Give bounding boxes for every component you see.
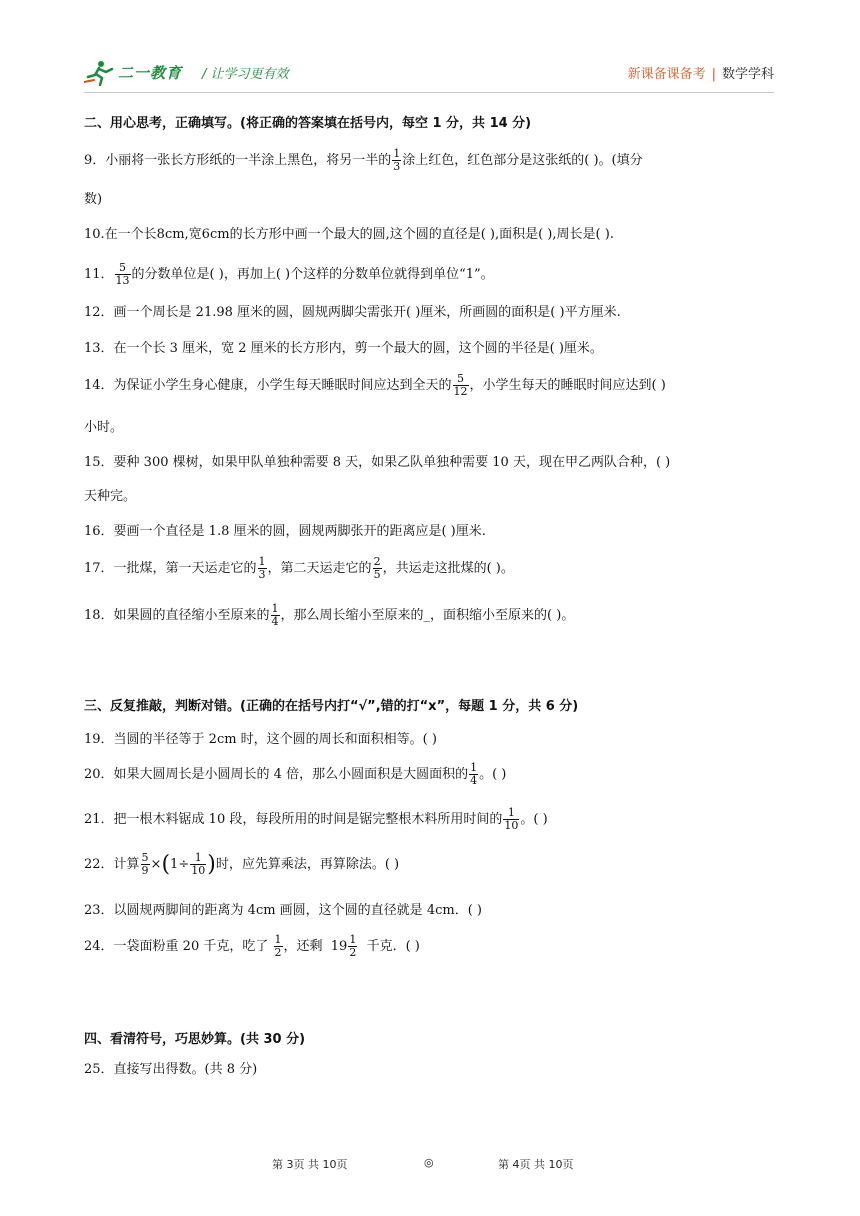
numerator: 1 xyxy=(470,761,478,774)
denominator: 3 xyxy=(258,568,266,581)
q14-text-b: ，小学生每天的睡眠时间应达到( ) xyxy=(469,378,666,393)
slogan: / 让学习更有效 xyxy=(202,67,289,82)
q22-text-a: 22．计算 xyxy=(84,857,140,872)
question-9 xyxy=(84,148,643,173)
q24-text-b: ，还剩 xyxy=(283,939,323,954)
q21-text-a: 21．把一根木料锯成 10 段，每段所用的时间是锯完整根木料所用时间的 xyxy=(84,812,503,827)
question-21 xyxy=(84,807,548,832)
numerator: 5 xyxy=(141,851,149,864)
q11-text: 的分数单位是( )，再加上( )个这样的分数单位就得到单位“1”。 xyxy=(131,267,494,282)
denominator: 3 xyxy=(393,160,401,173)
fraction-1-3 xyxy=(392,148,401,173)
denominator: 10 xyxy=(191,864,206,877)
footer-page-left: 第 3页 共 10页 xyxy=(272,1158,348,1171)
fraction-1-2 xyxy=(348,934,357,959)
denominator: 5 xyxy=(373,568,381,581)
q18-text-a: 18．如果圆的直径缩小至原来的 xyxy=(84,608,270,623)
question-25: 25．直接写出得数。(共 8 分) xyxy=(84,1062,258,1077)
q9-text-a: 9．小丽将一张长方形纸的一半涂上黑色，将另一半的 xyxy=(84,153,392,168)
q24-text-a: 24．一袋面粉重 20 千克，吃了 xyxy=(84,939,269,954)
numerator: 1 xyxy=(258,555,266,568)
question-15-cont: 天种完。 xyxy=(84,489,137,504)
fraction-1-3 xyxy=(258,556,267,581)
denominator: 12 xyxy=(453,385,468,398)
numerator: 2 xyxy=(373,555,381,568)
footer-page-right: 第 4页 共 10页 xyxy=(498,1158,574,1171)
runner-logo-icon xyxy=(84,60,118,86)
q17-text-a: 17．一批煤，第一天运走它的 xyxy=(84,561,257,576)
left-paren: ( xyxy=(161,851,171,877)
denominator: 4 xyxy=(470,774,478,787)
right-paren: ) xyxy=(207,851,216,877)
question-11 xyxy=(84,262,494,287)
q22-one-div: 1÷ xyxy=(170,857,190,872)
denominator: 4 xyxy=(271,615,279,628)
q9-text-b: 涂上红色，红色部分是这张纸的( )。(填分 xyxy=(402,153,643,168)
fraction-2-5 xyxy=(373,556,382,581)
question-12: 12．画一个周长是 21.98 厘米的圆，圆规两脚尖需张开( )厘米，所画圆的面积是( )平方厘米. xyxy=(84,305,621,320)
numerator: 1 xyxy=(349,933,357,946)
header-subject-label: 数学学科 xyxy=(721,67,774,82)
question-22 xyxy=(84,852,399,877)
question-10: 10.在一个长8cm,宽6cm的长方形中画一个最大的圆,这个圆的直径是( ),面积是( ),周长是( ). xyxy=(84,227,614,242)
numerator: 1 xyxy=(271,602,279,615)
question-14 xyxy=(84,373,666,398)
fraction-5-13 xyxy=(115,262,131,287)
section-2-title: 二、用心思考，正确填写。(将正确的答案填在括号内，每空 1 分，共 14 分) xyxy=(84,116,532,131)
q21-text-b: 。( ) xyxy=(520,812,548,827)
question-18 xyxy=(84,603,574,628)
question-23: 23．以圆规两脚间的距离为 4cm 画圆，这个圆的直径就是 4cm．( ) xyxy=(84,903,482,918)
logo-text: 二一教育 xyxy=(118,64,183,82)
footer-symbol: ◎ xyxy=(424,1156,434,1169)
question-9-cont: 数) xyxy=(84,192,103,207)
denominator: 2 xyxy=(349,946,357,959)
question-24 xyxy=(84,934,420,959)
denominator: 9 xyxy=(141,864,149,877)
q14-text-a: 14．为保证小学生身心健康，小学生每天睡眠时间应达到全天的 xyxy=(84,378,452,393)
numerator: 1 xyxy=(190,852,206,865)
q17-text-c: ，共运走这批煤的( )。 xyxy=(382,561,514,576)
q17-text-b: ，第二天运走它的 xyxy=(267,561,372,576)
header-right xyxy=(628,63,774,82)
numerator: 5 xyxy=(115,262,131,275)
fraction-1-10 xyxy=(503,807,519,832)
section-3-title: 三、反复推敲，判断对错。(正确的在括号内打“√”,错的打“x”，每题 1 分，共 6 分) xyxy=(84,699,579,714)
numerator: 1 xyxy=(274,933,282,946)
fraction-1-2 xyxy=(274,934,283,959)
q11-number: 11． xyxy=(84,267,114,282)
denominator: 10 xyxy=(504,819,519,832)
fraction-1-4 xyxy=(271,603,280,628)
header-separator: | xyxy=(711,67,716,82)
header-course-label: 新课备课备考 xyxy=(627,67,706,82)
question-19: 19．当圆的半径等于 2cm 时，这个圆的周长和面积相等。( ) xyxy=(84,732,437,747)
numerator: 1 xyxy=(393,147,401,160)
q20-text-b: 。( ) xyxy=(479,767,507,782)
question-15: 15．要种 300 棵树，如果甲队单独种需要 8 天，如果乙队单独种需要 10 天，现在甲乙两队合种，( ) xyxy=(84,455,671,470)
fraction-1-10 xyxy=(190,852,206,877)
denominator: 13 xyxy=(115,274,130,287)
numerator: 1 xyxy=(503,807,519,820)
fraction-1-4 xyxy=(469,762,478,787)
section-4-title: 四、看清符号，巧思妙算。(共 30 分) xyxy=(84,1032,306,1047)
header-divider xyxy=(84,92,774,93)
brand-header xyxy=(84,58,344,88)
question-14-cont: 小时。 xyxy=(84,420,124,435)
q24-text-c: 千克．( ) xyxy=(366,939,420,954)
times-sign: × xyxy=(150,857,162,872)
question-13: 13．在一个长 3 厘米，宽 2 厘米的长方形内，剪一个最大的圆，这个圆的半径是( )厘米。 xyxy=(84,341,603,356)
question-20 xyxy=(84,762,506,787)
numerator: 5 xyxy=(453,373,469,386)
q20-text-a: 20．如果大圆周长是小圆周长的 4 倍，那么小圆面积是大圆面积的 xyxy=(84,767,469,782)
question-16: 16．要画一个直径是 1.8 厘米的圆，圆规两脚张开的距离应是( )厘米. xyxy=(84,524,486,539)
q18-text-b: ，那么周长缩小至原来的_，面积缩小至原来的( )。 xyxy=(280,608,575,623)
q22-text-b: 时，应先算乘法，再算除法。( ) xyxy=(215,857,400,872)
question-17 xyxy=(84,556,514,581)
mixed-number-whole: 19 xyxy=(330,939,348,954)
fraction-5-12 xyxy=(453,373,469,398)
fraction-5-9 xyxy=(141,852,150,877)
denominator: 2 xyxy=(274,946,282,959)
